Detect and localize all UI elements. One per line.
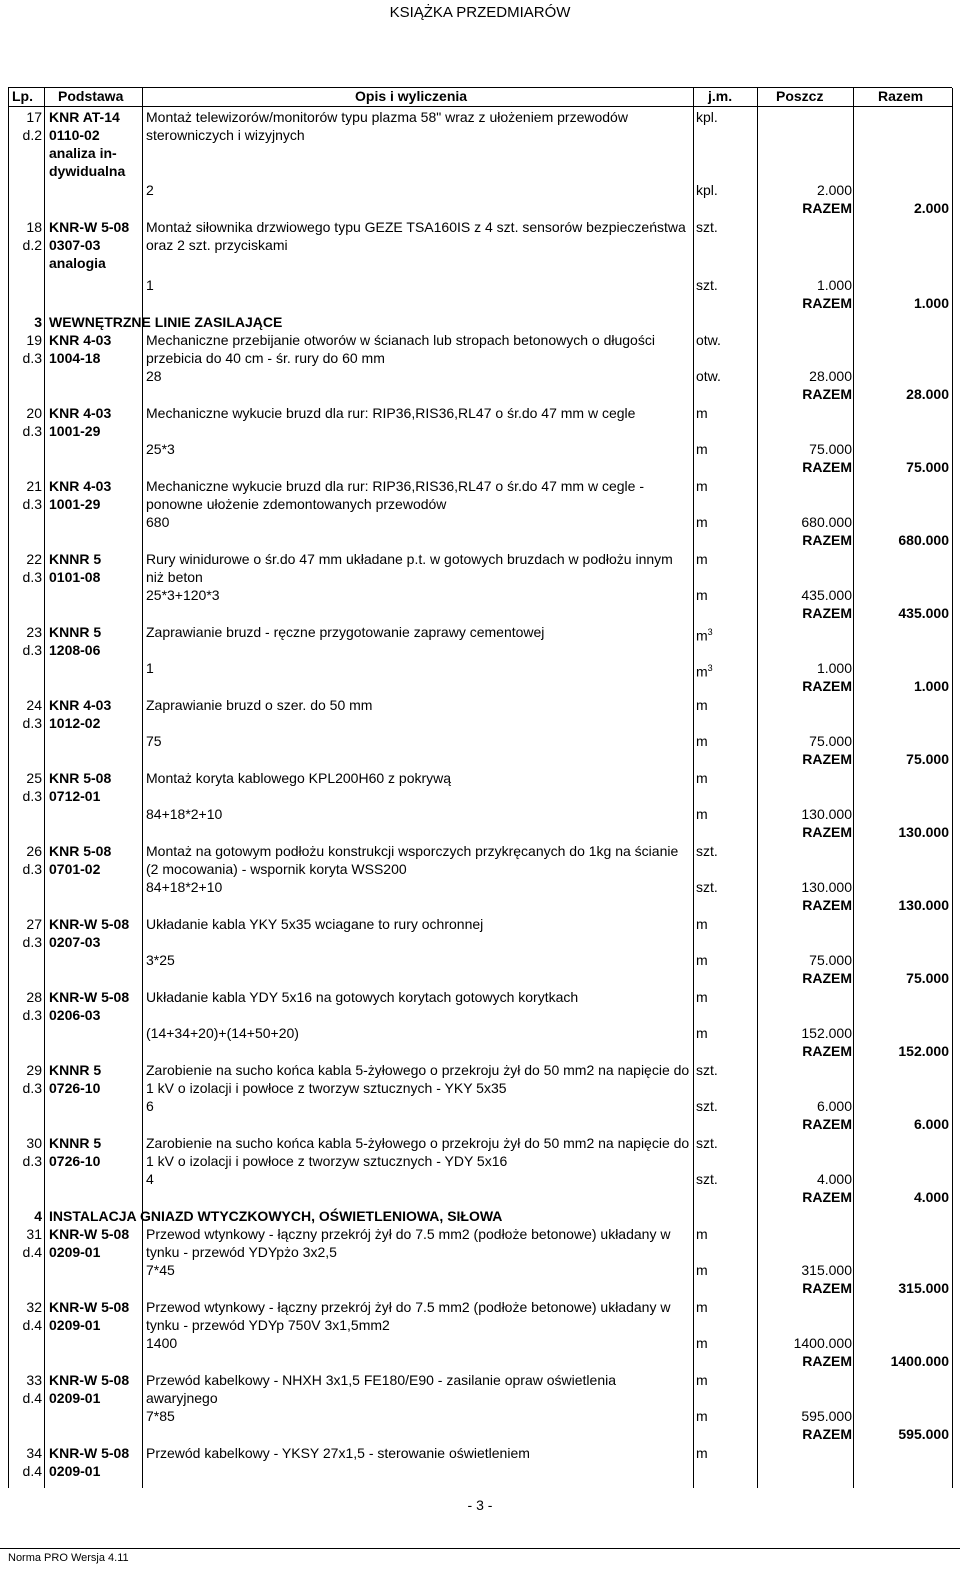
calculation-unit: m bbox=[696, 587, 708, 603]
item-unit: m bbox=[696, 770, 708, 786]
calculation-value: 4.000 bbox=[816, 1171, 852, 1187]
calculation-expression: 4 bbox=[146, 1171, 154, 1187]
calculation-expression: 25*3+120*3 bbox=[146, 587, 220, 603]
calculation-value: 680.000 bbox=[801, 514, 852, 530]
item-number: 21 d.3 bbox=[22, 478, 42, 512]
table-row bbox=[0, 1061, 960, 1134]
item-basis: KNR-W 5-08 0207-03 bbox=[49, 916, 130, 950]
calculation-expression: 1 bbox=[146, 660, 154, 676]
razem-label: RAZEM bbox=[802, 386, 852, 402]
item-description: Mechaniczne wykucie bruzd dla rur: RIP36,RIS36,RL47 o śr.do 47 mm w cegle - ponowne ułożenie zdemontowanych przewodów bbox=[146, 478, 645, 512]
calculation-unit: m bbox=[696, 806, 708, 822]
calculation-expression: 75 bbox=[146, 733, 162, 749]
calculation-expression: 6 bbox=[146, 1098, 154, 1114]
razem-value: 4.000 bbox=[913, 1189, 949, 1205]
calculation-unit: m bbox=[696, 1408, 708, 1424]
item-description: Zarobienie na sucho końca kabla 5-żyłowego o przekroju żył do 50 mm2 na napięcie do 1 kV o izolacji i powłoce z tworzyw sztucznych - YDY 5x16 bbox=[146, 1135, 690, 1169]
calculation-unit: kpl. bbox=[696, 182, 718, 198]
item-description: Mechaniczne wykucie bruzd dla rur: RIP36,RIS36,RL47 o śr.do 47 mm w cegle bbox=[146, 405, 636, 421]
software-footer: Norma PRO Wersja 4.11 bbox=[8, 1552, 129, 1564]
item-description: Układanie kabla YKY 5x35 wciagane to rury ochronnej bbox=[146, 916, 484, 932]
col-header-total: Razem bbox=[878, 88, 924, 104]
razem-label: RAZEM bbox=[802, 970, 852, 986]
calculation-value: 435.000 bbox=[801, 587, 852, 603]
section-heading bbox=[0, 1207, 960, 1225]
item-number: 32 d.4 bbox=[22, 1299, 42, 1333]
item-description: Montaż telewizorów/monitorów typu plazma 58" wraz z ułożeniem przewodów sterowniczych i wizyjnych bbox=[146, 109, 628, 143]
item-unit: m bbox=[696, 405, 708, 421]
item-unit: otw. bbox=[696, 332, 721, 348]
item-description: Zaprawianie bruzd - ręczne przygotowanie zaprawy cementowej bbox=[146, 624, 545, 640]
calculation-value: 1.000 bbox=[816, 660, 852, 676]
calculation-unit: m bbox=[696, 441, 708, 457]
calculation-value: 75.000 bbox=[809, 441, 852, 457]
calculation-value: 130.000 bbox=[801, 879, 852, 895]
item-unit: szt. bbox=[696, 843, 718, 859]
calculation-unit: szt. bbox=[696, 277, 718, 293]
calculation-unit: szt. bbox=[696, 879, 718, 895]
item-unit: m bbox=[696, 916, 708, 932]
item-description: Przewod wtynkowy - łączny przekrój żył do 7.5 mm2 (podłoże betonowe) układany w tynku - przewód YDYp 750V 3x1,5mm2 bbox=[146, 1299, 671, 1333]
calculation-unit: m bbox=[696, 1025, 708, 1041]
razem-label: RAZEM bbox=[802, 295, 852, 311]
item-unit: m bbox=[696, 1445, 708, 1461]
item-unit: m bbox=[696, 1372, 708, 1388]
section-number: 4 bbox=[34, 1208, 42, 1224]
calculation-expression: 7*45 bbox=[146, 1262, 175, 1278]
item-number: 23 d.3 bbox=[22, 624, 42, 658]
calculation-expression: 84+18*2+10 bbox=[146, 879, 223, 895]
razem-value: 75.000 bbox=[906, 459, 949, 475]
razem-value: 1.000 bbox=[913, 295, 949, 311]
calculation-unit: m bbox=[696, 1335, 708, 1351]
calculation-value: 6.000 bbox=[816, 1098, 852, 1114]
item-unit: $m^3$ bbox=[696, 627, 713, 644]
razem-label: RAZEM bbox=[802, 1426, 852, 1442]
item-unit: m bbox=[696, 989, 708, 1005]
header-bottom-border bbox=[8, 106, 952, 107]
calculation-expression: 7*85 bbox=[146, 1408, 175, 1424]
razem-label: RAZEM bbox=[802, 678, 852, 694]
item-description: Przewód kabelkowy - NHXH 3x1,5 FE180/E90 - zasilanie opraw oświetlenia awaryjnego bbox=[146, 1372, 616, 1406]
item-basis: KNR-W 5-08 0206-03 bbox=[49, 989, 130, 1023]
page-header: KSIĄŻKA PRZEDMIARÓW bbox=[389, 4, 571, 21]
calculation-unit: m bbox=[696, 733, 708, 749]
item-description: Montaż na gotowym podłożu konstrukcji wsporczych przykręcanych do 1kg na ścianie (2 mocowania) - wspornik koryta WSS200 bbox=[146, 843, 679, 877]
table-row bbox=[0, 769, 960, 842]
item-unit: m bbox=[696, 551, 708, 567]
calculation-expression: 28 bbox=[146, 368, 162, 384]
footer-divider bbox=[0, 1548, 960, 1549]
item-unit: m bbox=[696, 1226, 708, 1242]
razem-label: RAZEM bbox=[802, 897, 852, 913]
razem-label: RAZEM bbox=[802, 824, 852, 840]
item-number: 26 d.3 bbox=[22, 843, 42, 877]
calculation-value: 152.000 bbox=[801, 1025, 852, 1041]
razem-label: RAZEM bbox=[802, 1116, 852, 1132]
razem-value: 130.000 bbox=[898, 824, 949, 840]
calculation-expression: 1400 bbox=[146, 1335, 178, 1351]
razem-value: 130.000 bbox=[898, 897, 949, 913]
item-basis: KNNR 5 0101-08 bbox=[49, 551, 102, 585]
table-row bbox=[0, 1371, 960, 1444]
razem-value: 75.000 bbox=[906, 970, 949, 986]
item-basis: KNNR 5 0726-10 bbox=[49, 1062, 102, 1096]
item-number: 20 d.3 bbox=[22, 405, 42, 439]
calculation-unit: $m^3$ bbox=[696, 663, 713, 680]
item-unit: szt. bbox=[696, 1135, 718, 1151]
item-number: 22 d.3 bbox=[22, 551, 42, 585]
col-header-base: Podstawa bbox=[58, 88, 124, 104]
item-basis: KNR-W 5-08 0209-01 bbox=[49, 1445, 130, 1479]
razem-value: 75.000 bbox=[906, 751, 949, 767]
razem-label: RAZEM bbox=[802, 1280, 852, 1296]
estimate-table-body bbox=[0, 108, 960, 1484]
item-basis: KNR 4-03 1004-18 bbox=[49, 332, 112, 366]
razem-value: 1400.000 bbox=[890, 1353, 949, 1369]
item-description: Mechaniczne przebijanie otworów w ścianach lub stropach betonowych o długości przebicia do 40 cm - śr. rury do 60 mm bbox=[146, 332, 655, 366]
razem-value: 435.000 bbox=[898, 605, 949, 621]
calculation-expression: 3*25 bbox=[146, 952, 175, 968]
item-basis: KNR-W 5-08 0209-01 bbox=[49, 1372, 130, 1406]
item-basis: KNR 4-03 1012-02 bbox=[49, 697, 112, 731]
razem-value: 595.000 bbox=[898, 1426, 949, 1442]
table-row bbox=[0, 1225, 960, 1298]
calculation-value: 1400.000 bbox=[793, 1335, 852, 1351]
item-unit: kpl. bbox=[696, 109, 718, 125]
item-basis: KNR 5-08 0712-01 bbox=[49, 770, 112, 804]
calculation-expression: 25*3 bbox=[146, 441, 175, 457]
table-row bbox=[0, 623, 960, 696]
item-number: 31 d.4 bbox=[22, 1226, 42, 1260]
item-description: Układanie kabla YDY 5x16 na gotowych korytach gotowych korytkach bbox=[146, 989, 579, 1005]
col-header-unit: j.m. bbox=[708, 88, 733, 104]
table-row bbox=[0, 1134, 960, 1207]
item-number: 17 d.2 bbox=[22, 109, 42, 143]
item-number: 25 d.3 bbox=[22, 770, 42, 804]
col-header-qty: Poszcz bbox=[776, 88, 824, 104]
razem-label: RAZEM bbox=[802, 1353, 852, 1369]
calculation-expression: 84+18*2+10 bbox=[146, 806, 223, 822]
table-row bbox=[0, 1444, 960, 1484]
item-basis: KNR-W 5-08 0209-01 bbox=[49, 1299, 130, 1333]
item-basis: KNR-W 5-08 0307-03 analogia bbox=[49, 219, 130, 271]
table-row bbox=[0, 331, 960, 404]
razem-value: 2.000 bbox=[913, 200, 949, 216]
calculation-expression: 1 bbox=[146, 277, 154, 293]
item-unit: szt. bbox=[696, 1062, 718, 1078]
section-title: WEWNĘTRZNE LINIE ZASILAJĄCE bbox=[49, 314, 283, 330]
item-description: Przewod wtynkowy - łączny przekrój żył do 7.5 mm2 (podłoże betonowe) układany w tynku - przewód YDYpżo 3x2,5 bbox=[146, 1226, 671, 1260]
table-row bbox=[0, 988, 960, 1061]
item-number: 33 d.4 bbox=[22, 1372, 42, 1406]
table-row bbox=[0, 477, 960, 550]
calculation-unit: m bbox=[696, 952, 708, 968]
item-unit: szt. bbox=[696, 219, 718, 235]
calculation-unit: szt. bbox=[696, 1098, 718, 1114]
razem-value: 152.000 bbox=[898, 1043, 949, 1059]
item-basis: KNNR 5 1208-06 bbox=[49, 624, 102, 658]
col-header-lp: Lp. bbox=[12, 88, 33, 104]
razem-label: RAZEM bbox=[802, 459, 852, 475]
table-row bbox=[0, 1298, 960, 1371]
item-basis: KNNR 5 0726-10 bbox=[49, 1135, 102, 1169]
calculation-value: 595.000 bbox=[801, 1408, 852, 1424]
calculation-value: 2.000 bbox=[816, 182, 852, 198]
item-number: 34 d.4 bbox=[22, 1445, 42, 1479]
razem-value: 1.000 bbox=[913, 678, 949, 694]
item-unit: m bbox=[696, 1299, 708, 1315]
item-number: 29 d.3 bbox=[22, 1062, 42, 1096]
razem-label: RAZEM bbox=[802, 605, 852, 621]
item-description: Zarobienie na sucho końca kabla 5-żyłowego o przekroju żył do 50 mm2 na napięcie do 1 kV o izolacji i powłoce z tworzyw sztucznych - YKY 5x35 bbox=[146, 1062, 690, 1096]
table-row bbox=[0, 842, 960, 915]
item-description: Montaż siłownika drzwiowego typu GEZE TSA160IS z 4 szt. sensorów bezpieczeństwa oraz 2 szt. przyciskami bbox=[146, 219, 686, 253]
razem-label: RAZEM bbox=[802, 1043, 852, 1059]
table-row bbox=[0, 108, 960, 218]
item-number: 28 d.3 bbox=[22, 989, 42, 1023]
item-basis: KNR AT-14 0110-02 analiza in- dywidualna bbox=[49, 109, 126, 179]
razem-value: 315.000 bbox=[898, 1280, 949, 1296]
calculation-value: 75.000 bbox=[809, 952, 852, 968]
page-number: - 3 - bbox=[467, 1497, 493, 1513]
razem-label: RAZEM bbox=[802, 532, 852, 548]
calculation-value: 28.000 bbox=[809, 368, 852, 384]
calculation-expression: 2 bbox=[146, 182, 154, 198]
calculation-expression: 680 bbox=[146, 514, 170, 530]
razem-label: RAZEM bbox=[802, 1189, 852, 1205]
item-basis: KNR 4-03 1001-29 bbox=[49, 405, 112, 439]
section-heading bbox=[0, 313, 960, 331]
calculation-value: 75.000 bbox=[809, 733, 852, 749]
table-row bbox=[0, 404, 960, 477]
calculation-unit: szt. bbox=[696, 1171, 718, 1187]
item-number: 18 d.2 bbox=[22, 219, 42, 253]
calculation-value: 130.000 bbox=[801, 806, 852, 822]
table-row bbox=[0, 218, 960, 313]
table-row bbox=[0, 696, 960, 769]
section-number: 3 bbox=[34, 314, 42, 330]
item-number: 27 d.3 bbox=[22, 916, 42, 950]
item-description: Montaż koryta kablowego KPL200H60 z pokrywą bbox=[146, 770, 452, 786]
razem-value: 28.000 bbox=[906, 386, 949, 402]
calculation-value: 1.000 bbox=[816, 277, 852, 293]
table-row bbox=[0, 550, 960, 623]
calculation-unit: otw. bbox=[696, 368, 721, 384]
razem-label: RAZEM bbox=[802, 200, 852, 216]
item-unit: m bbox=[696, 697, 708, 713]
calculation-unit: m bbox=[696, 514, 708, 530]
col-header-desc: Opis i wyliczenia bbox=[355, 88, 468, 104]
calculation-expression: (14+34+20)+(14+50+20) bbox=[146, 1025, 299, 1041]
item-basis: KNR 5-08 0701-02 bbox=[49, 843, 112, 877]
item-basis: KNR 4-03 1001-29 bbox=[49, 478, 112, 512]
item-number: 19 d.3 bbox=[22, 332, 42, 366]
item-description: Zaprawianie bruzd o szer. do 50 mm bbox=[146, 697, 373, 713]
razem-label: RAZEM bbox=[802, 751, 852, 767]
calculation-unit: m bbox=[696, 1262, 708, 1278]
item-unit: m bbox=[696, 478, 708, 494]
razem-value: 680.000 bbox=[898, 532, 949, 548]
item-description: Rury winidurowe o śr.do 47 mm układane p.t. w gotowych bruzdach w podłożu innym niż beton bbox=[146, 551, 673, 585]
table-row bbox=[0, 915, 960, 988]
item-basis: KNR-W 5-08 0209-01 bbox=[49, 1226, 130, 1260]
item-number: 24 d.3 bbox=[22, 697, 42, 731]
item-description: Przewód kabelkowy - YKSY 27x1,5 - sterowanie oświetleniem bbox=[146, 1445, 530, 1461]
calculation-value: 315.000 bbox=[801, 1262, 852, 1278]
section-title: INSTALACJA GNIAZD WTYCZKOWYCH, OŚWIETLENIOWA, SIŁOWA bbox=[49, 1208, 503, 1224]
item-number: 30 d.3 bbox=[22, 1135, 42, 1169]
razem-value: 6.000 bbox=[913, 1116, 949, 1132]
